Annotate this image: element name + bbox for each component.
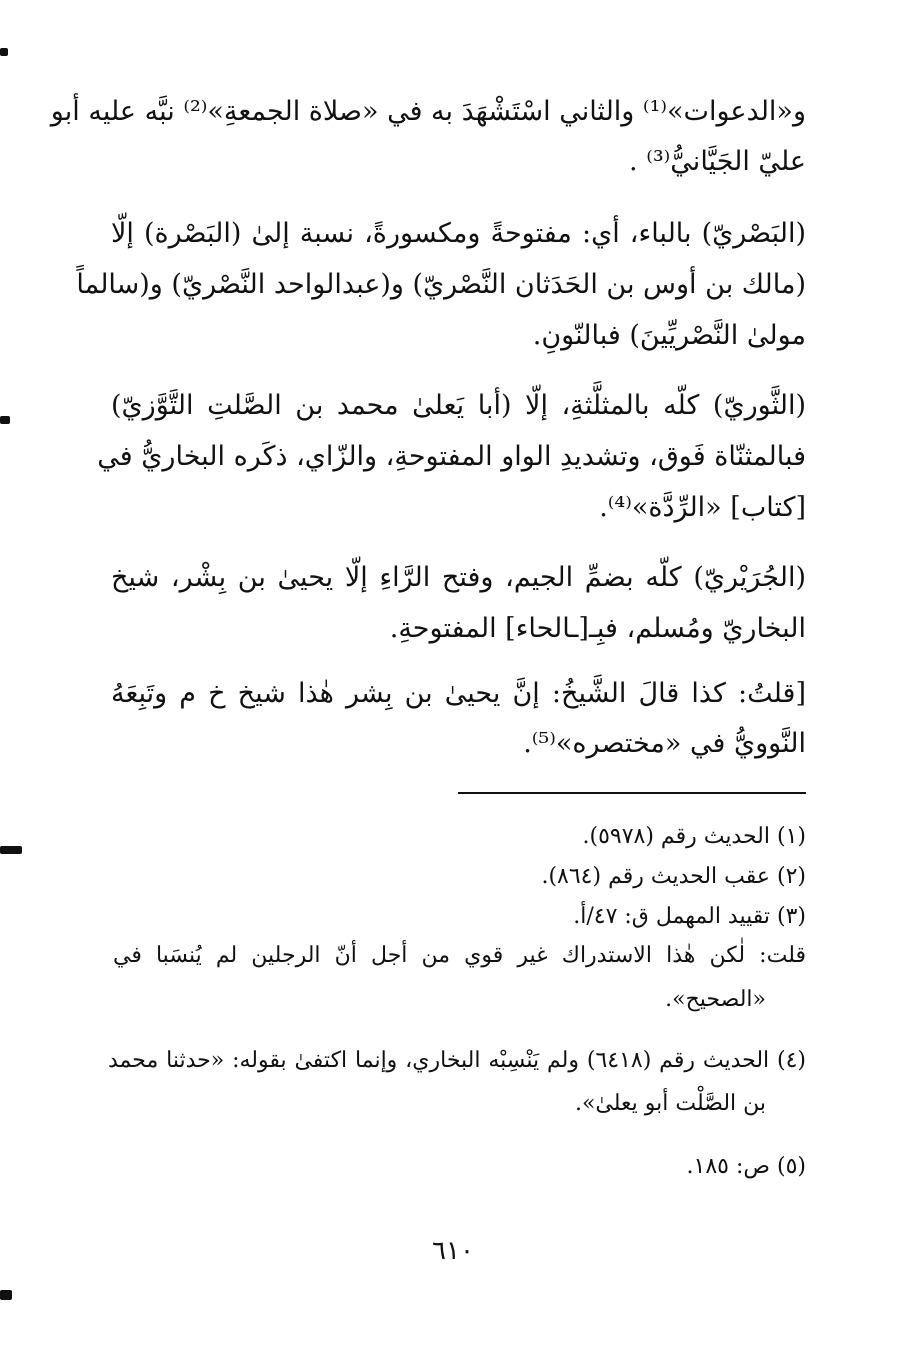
footnote-line: (٢) عقب الحديث رقم (٨٦٤). — [541, 864, 806, 889]
body-line: (الثَّوريّ) كلّه بالمثلَّثةِ، إلّا (أبا يَعلىٰ محمد بن الصَّلتِ التَّوَّزيّ) — [111, 390, 806, 421]
body-line: (البَصْريّ) بالباء، أي: مفتوحةً ومكسورةً، نسبة إلىٰ (البَصْرة) إلّا — [111, 218, 806, 249]
footnote-line: (١) الحديث رقم (٥٩٧٨). — [582, 824, 806, 849]
footnote-line: بن الصَّلْت أبو يعلىٰ». — [574, 1091, 766, 1116]
footnote-line: (٣) تقييد المهمل ق: ٤٧/أ. — [573, 904, 806, 929]
body-line: مولىٰ النَّصْريِّينَ) فبالنّونِ. — [532, 320, 806, 351]
scan-mark — [0, 1290, 12, 1300]
footnote-line: (٤) الحديث رقم (٦٤١٨) ولم يَنْسِبْه البخاري، وإنما اكتفىٰ بقوله: «حدثنا محمد — [108, 1048, 807, 1073]
scan-mark — [0, 48, 8, 56]
body-line: (مالك بن أوس بن الحَدَثان النَّصْريّ) و(عبدالواحد النَّصْريّ) و(سالماً — [76, 269, 806, 300]
footnote-separator — [458, 792, 806, 794]
body-line: و«الدعوات»⁽¹⁾ والثاني اسْتَشْهَدَ به في «صلاة الجمعةِ»⁽²⁾ نبَّه عليه أبو — [50, 96, 806, 127]
scan-mark — [0, 846, 22, 854]
scan-mark — [0, 416, 10, 424]
body-line: البخاريّ ومُسلم، فبِـ[ـالحاء] المفتوحةِ. — [389, 613, 806, 644]
footnote-line: «الصحيح». — [665, 987, 766, 1012]
body-line: النَّوويُّ في «مختصره»⁽⁵⁾. — [523, 728, 806, 759]
page-number: ٦١٠ — [432, 1236, 474, 1266]
body-line: [كتاب] «الرِّدَّة»⁽⁴⁾. — [599, 492, 806, 523]
body-line: عليّ الجَيَّانيُّ⁽³⁾ . — [629, 146, 806, 177]
footnote-line: قلت: لٰكن هٰذا الاستدراك غير قوي من أجل أنّ الرجلين لم يُنسَبا في — [113, 943, 806, 968]
body-line: [قلتُ: كذا قالَ الشَّيخُ: إنَّ يحيىٰ بن بِشر هٰذا شيخ خ م وتَبِعَهُ — [111, 678, 806, 709]
footnote-line: (٥) ص: ١٨٥. — [686, 1154, 806, 1179]
body-line: فبالمثنّاة فَوق، وتشديدِ الواو المفتوحةِ، والزّاي، ذكَره البخاريُّ في — [97, 441, 806, 472]
body-line: (الجُرَيْريّ) كلّه بضمِّ الجيم، وفتح الرَّاءِ إلّا يحيىٰ بن بِشْر، شيخ — [111, 562, 806, 593]
